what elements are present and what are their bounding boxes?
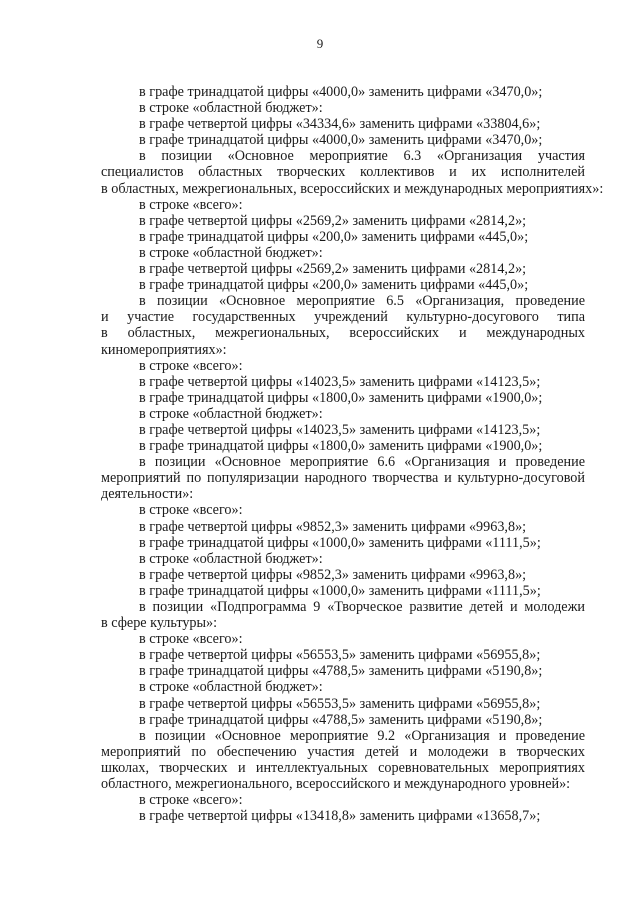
document-body	[101, 84, 604, 825]
document-line: в графе четвертой цифры «9852,3» заменить цифрами «9963,8»;	[139, 566, 527, 583]
document-line: в графе тринадцатой цифры «4788,5» заменить цифрами «5190,8»;	[139, 663, 543, 680]
document-line: в строке «всего»:	[139, 196, 243, 213]
document-line: в графе тринадцатой цифры «1800,0» заменить цифрами «1900,0»;	[139, 389, 543, 406]
document-line: мероприятий по обеспечению участия детей и молодежи в творческих	[101, 743, 585, 760]
document-line: в строке «всего»:	[139, 502, 243, 519]
document-line: в графе четвертой цифры «14023,5» заменить цифрами «14123,5»;	[139, 421, 541, 438]
document-line: в строке «областной бюджет»:	[139, 405, 323, 422]
document-line: в графе четвертой цифры «34334,6» заменить цифрами «33804,6»;	[139, 116, 541, 133]
document-line: в графе тринадцатой цифры «200,0» заменить цифрами «445,0»;	[139, 228, 529, 245]
document-line: в позиции «Подпрограмма 9 «Творческое развитие детей и молодежи	[139, 599, 585, 615]
document-line: специалистов областных творческих коллективов и их исполнителей	[101, 164, 585, 181]
document-line: в графе тринадцатой цифры «200,0» заменить цифрами «445,0»;	[139, 277, 529, 294]
document-line: в графе четвертой цифры «56553,5» заменить цифрами «56955,8»;	[139, 695, 541, 712]
document-line: школах, творческих и интеллектуальных соревновательных мероприятиях	[101, 759, 585, 776]
document-line: в графе тринадцатой цифры «4788,5» заменить цифрами «5190,8»;	[139, 711, 543, 728]
document-line: киномероприятиях»:	[101, 341, 227, 358]
document-line: в графе четвертой цифры «14023,5» заменить цифрами «14123,5»;	[139, 373, 541, 390]
page-number: 9	[316, 36, 324, 51]
document-line: в графе тринадцатой цифры «1000,0» заменить цифрами «1111,5»;	[139, 582, 541, 599]
document-line: в графе четвертой цифры «13418,8» заменить цифрами «13658,7»;	[139, 808, 541, 825]
document-line: в позиции «Основное мероприятие 6.5 «Организация, проведение	[139, 293, 585, 310]
document-line: в графе тринадцатой цифры «4000,0» заменить цифрами «3470,0»;	[139, 84, 543, 100]
document-line: в строке «всего»:	[139, 357, 243, 374]
document-line: в графе тринадцатой цифры «1800,0» заменить цифрами «1900,0»;	[139, 438, 543, 455]
document-line: и участие государственных учреждений культурно-досугового типа	[101, 309, 585, 326]
document-line: в графе четвертой цифры «56553,5» заменить цифрами «56955,8»;	[139, 647, 541, 664]
document-line: в строке «областной бюджет»:	[139, 244, 323, 261]
document-line: областного, межрегионального, всероссийского и международного уровней»:	[101, 776, 571, 793]
document-line: в сфере культуры»:	[101, 615, 218, 632]
document-line: в позиции «Основное мероприятие 6.6 «Организация и проведение	[139, 454, 585, 471]
document-line: в графе тринадцатой цифры «1000,0» заменить цифрами «1111,5»;	[139, 534, 541, 551]
document-line: в строке «всего»:	[139, 631, 243, 648]
document-line: в строке «всего»:	[139, 792, 243, 809]
document-line: мероприятий по популяризации народного творчества и культурно-досуговой	[101, 470, 585, 487]
document-line: в областных, межрегиональных, всероссийских и международных мероприятиях»:	[101, 180, 604, 197]
document-line: в графе тринадцатой цифры «4000,0» заменить цифрами «3470,0»;	[139, 132, 543, 149]
document-line: в позиции «Основное мероприятие 9.2 «Организация и проведение	[139, 727, 585, 744]
document-line: в графе четвертой цифры «9852,3» заменить цифрами «9963,8»;	[139, 518, 527, 535]
document-line: в графе четвертой цифры «2569,2» заменить цифрами «2814,2»;	[139, 212, 527, 229]
document-line: в позиции «Основное мероприятие 6.3 «Организация участия	[139, 148, 585, 165]
document-line: в областных, межрегиональных, всероссийских и международных	[101, 325, 585, 342]
document-line: в строке «областной бюджет»:	[139, 100, 323, 117]
document-line: деятельности»:	[101, 486, 194, 503]
document-line: в строке «областной бюджет»:	[139, 679, 323, 696]
document-line: в графе четвертой цифры «2569,2» заменить цифрами «2814,2»;	[139, 261, 527, 278]
document-line: в строке «областной бюджет»:	[139, 550, 323, 567]
